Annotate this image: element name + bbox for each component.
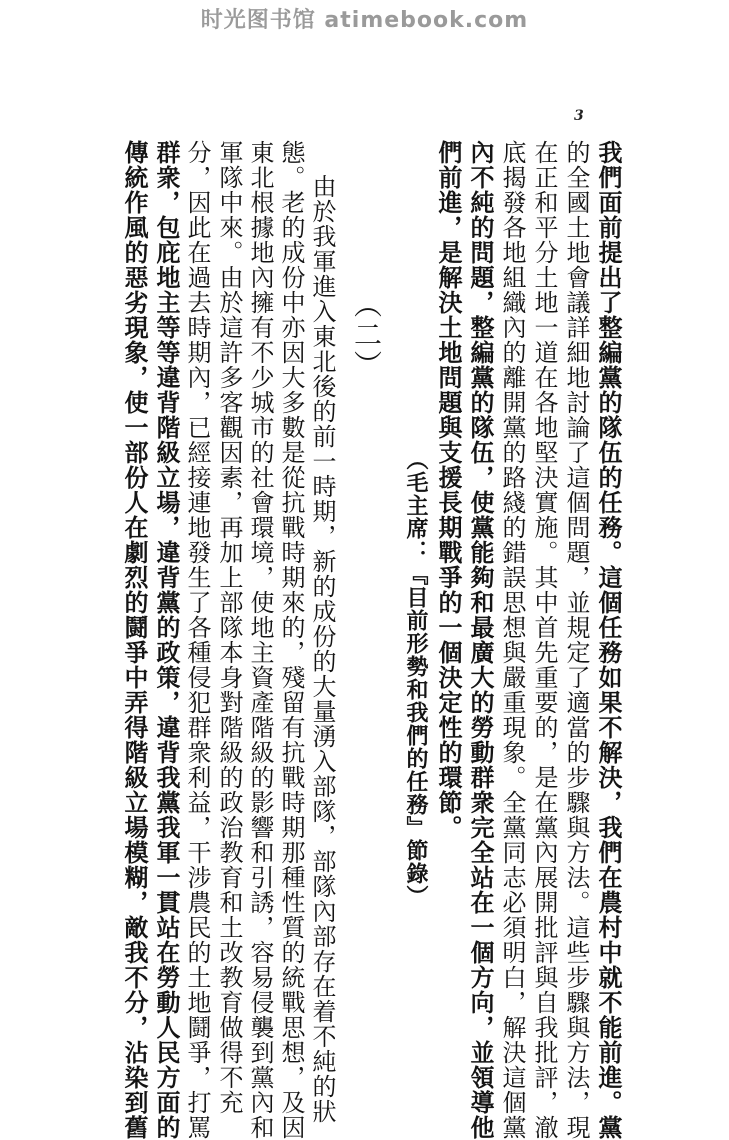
quote-line-4: 底揭發各地組織內的離開黨的路綫的錯誤思想與嚴重現象。全黨同志必須明白，解決這個黨 <box>498 140 526 1140</box>
body-line-7: 傳統作風的惡劣現象，使一部份人在劇烈的鬪爭中弄得階級立場模糊，敵我不分，沾染到舊 <box>120 140 149 1140</box>
body-line-6: 群衆，包庇地主等等違背階級立場，違背黨的政策，違背我黨我軍一貫站在勞動人民方面的 <box>152 140 181 1140</box>
body-line-2: 態。老的成份中亦因大多數是從抗戰時期來的，殘留有抗戰時期那種性質的統戰思想，及因 <box>277 140 305 1140</box>
section-number: （二） <box>350 290 383 380</box>
quote-line-5: 內不純的問題，整編黨的隊伍，使黨能夠和最廣大的勞動群衆完全站在一個方向，並領導他 <box>466 140 495 1140</box>
watermark: 时光图书馆 atimebook.com <box>200 8 529 33</box>
quote-line-3: 在正和平分土地一道在各地堅決實施。其中首先重要的，是在黨內展開批評與自我批評，澈 <box>530 140 558 1140</box>
page-number: 3 <box>574 108 584 124</box>
quote-line-6: 們前進，是解決土地問題與支援長期戰爭的一個決定性的環節。 <box>434 140 463 840</box>
body-line-3: 東北根據地內擁有不少城市的社會環境，使地主資產階級的影響和引誘，容易侵襲到黨內和 <box>246 140 274 1140</box>
quote-line-2: 的全國土地會議詳細地討論了這個問題，並規定了適當的步驟與方法。這些步驟與方法，現 <box>562 140 590 1140</box>
body-line-1: 由於我軍進入東北後的前一時期，新的成份的大量湧入部隊，部隊內部存在着不純的狀 <box>308 174 336 1124</box>
body-line-5: 分，因此在過去時期內，已經接連地發生了各種侵犯群衆利益，干涉農民的土地鬪爭，打罵 <box>183 140 211 1140</box>
quote-line-1: 我們面前提出了整編黨的隊伍的任務。這個任務如果不解決，我們在農村中就不能前進。黨 <box>594 140 623 1140</box>
quote-citation: （毛主席：『目前形勢和我們的任務』節錄） <box>403 448 429 908</box>
body-line-4: 軍隊中來。由於這許多客觀因素，再加上部隊本身對階級的政治教育和土改教育做得不充 <box>215 140 243 1115</box>
